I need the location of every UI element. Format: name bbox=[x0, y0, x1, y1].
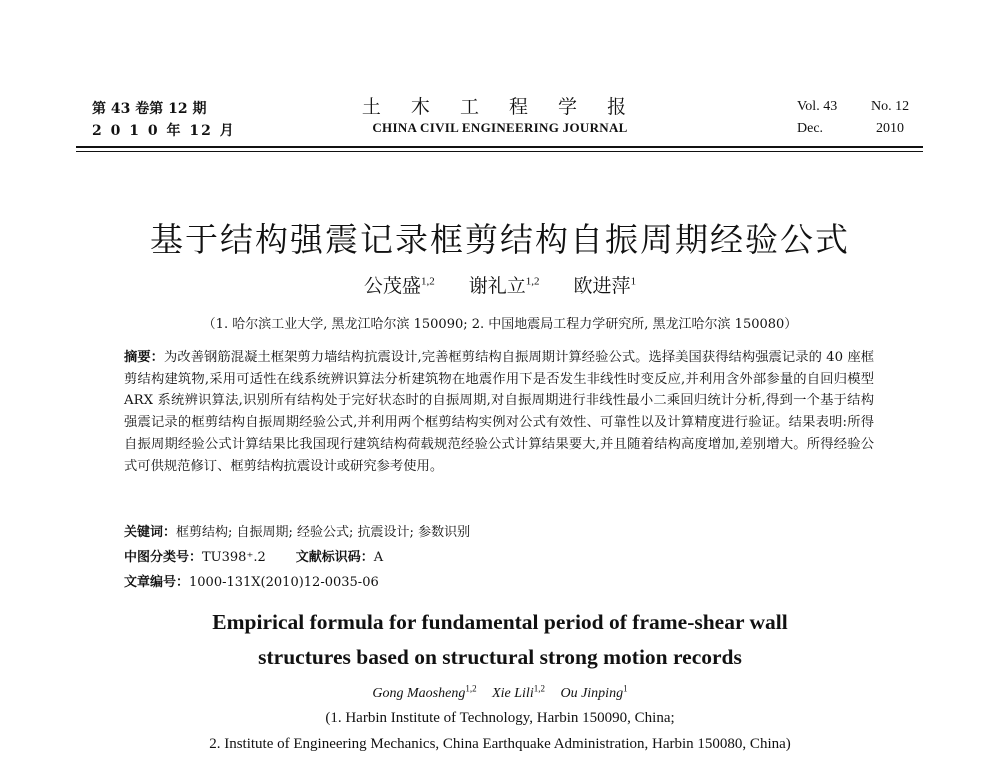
keywords-label: 关键词： bbox=[124, 525, 177, 540]
abstract-label: 摘要： bbox=[124, 350, 165, 365]
authors-en bbox=[0, 683, 1000, 702]
affiliation-en-2: 2. Institute of Engineering Mechanics, China Earthquake Administration, Harbin 150080, China) bbox=[209, 736, 791, 752]
date-cn: 2 0 1 0 年 12 月 bbox=[92, 123, 236, 139]
authors-cn bbox=[0, 271, 1000, 298]
affiliation-cn: （1. 哈尔滨工业大学, 黑龙江哈尔滨 150090; 2. 中国地震局工程力学研究所, 黑龙江哈尔滨 150080） bbox=[202, 317, 798, 332]
month: Dec. bbox=[797, 121, 824, 136]
classification bbox=[124, 546, 383, 565]
author-en: Ou Jinping$^1$ bbox=[560, 683, 628, 701]
header-rule-thin bbox=[76, 151, 923, 152]
doc-code-label: 文献标识码： bbox=[295, 550, 374, 565]
paper-title-en-line1: Empirical formula for fundamental period of frame-shear wall bbox=[212, 610, 788, 634]
paper-title-en-line2: structures based on structural strong motion records bbox=[258, 645, 742, 669]
volume: Vol. 43 bbox=[797, 99, 838, 114]
author-cn: 谢礼立$^{1,2}$ bbox=[468, 275, 540, 297]
paper-title-en bbox=[0, 605, 1000, 675]
year: 2010 bbox=[876, 121, 904, 136]
issue-number: No. 12 bbox=[871, 99, 910, 114]
article-number-label: 文章编号： bbox=[124, 575, 190, 590]
keywords bbox=[124, 521, 470, 540]
journal-name-en: CHINA CIVIL ENGINEERING JOURNAL bbox=[372, 120, 628, 135]
affiliation-en-1: (1. Harbin Institute of Technology, Harbin 150090, China; bbox=[325, 710, 675, 726]
article-number-value: 1000-131X(2010)12-0035-06 bbox=[189, 575, 379, 590]
author-cn: 欧进萍$^1$ bbox=[573, 275, 637, 297]
classification-value: TU398⁺.2 bbox=[202, 550, 266, 565]
author-en: Gong Maosheng$^{1,2}$ bbox=[372, 683, 477, 701]
author-en: Xie Lili$^{1,2}$ bbox=[492, 683, 545, 701]
abstract-text: 为改善钢筋混凝土框架剪力墙结构抗震设计,完善框剪结构自振周期计算经验公式。选择美国获得结构强震记录的 40 座框剪结构建筑物,采用可适性在线系统辨识算法分析建筑物在地震作用下是否发生非线性时变反应,并利用含外部参量的自回归模型 ARX 系统辨识算法,识别所有结构处于完好状态时的自振周期,对自振周期进行非线性最小二乘回归统计分析,得到一个基于结构强震记录的框剪结构自振周期经验公式,并利用两个框剪结构实例对公式有效性、可靠性以及计算精度进行验证。结果表明:所得自振周期经验公式计算结果比我国现行建筑结构荷载规范经验公式计算结果要大,并且随着结构高度增加,差别增大。所得经验公式可供规范修订、框剪结构抗震设计或研究参考使用。 bbox=[124, 350, 875, 474]
article-number bbox=[124, 571, 379, 590]
abstract-cn bbox=[124, 347, 874, 477]
paper-title-cn: 基于结构强震记录框剪结构自振周期经验公式 bbox=[150, 220, 850, 259]
classification-label: 中图分类号： bbox=[124, 550, 203, 565]
header-rule-thick bbox=[76, 146, 923, 148]
issue-cn: 第 43 卷第 12 期 bbox=[92, 101, 207, 117]
author-cn: 公茂盛$^{1,2}$ bbox=[363, 275, 435, 297]
doc-code-value: A bbox=[373, 550, 384, 565]
keywords-text: 框剪结构; 自振周期; 经验公式; 抗震设计; 参数识别 bbox=[176, 525, 471, 540]
journal-name-cn: 土 木 工 程 学 报 bbox=[361, 96, 639, 118]
